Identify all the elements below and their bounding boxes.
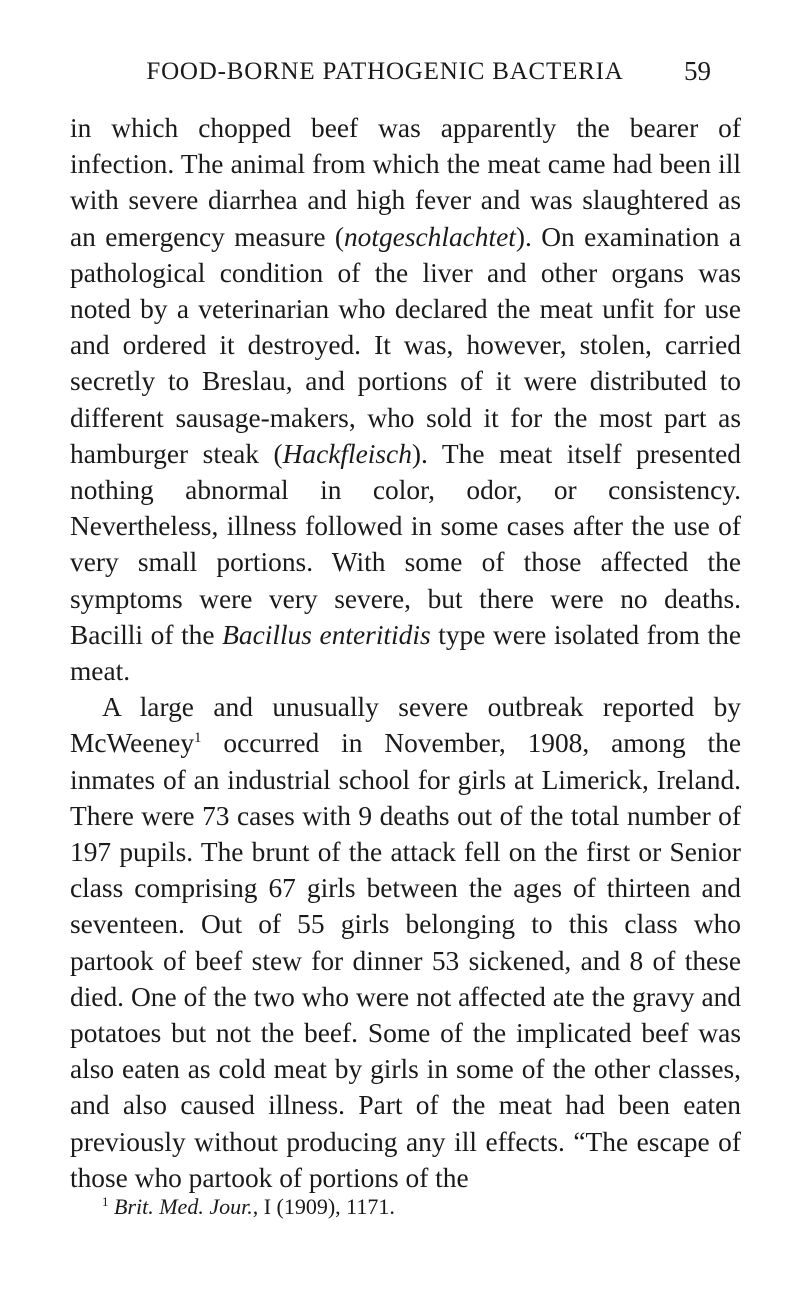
paragraph-2-text-a: A large and unusually severe outbreak reported by McWeeney [70,692,741,759]
footnote-reference: 1 [194,730,202,747]
paragraph-2 [70,689,741,1196]
footnote-citation: , I (1909), 1171. [252,1194,395,1219]
paragraph-1 [70,110,741,689]
paragraph-1-text-c: ). The meat itself presented nothing abnormal in color, odor, or consistency. Nevertheless, illness followed in some cases after the use of very small portions. With some of those affected the symptoms were very severe, but there were no deaths. Bacilli of the [70,438,741,650]
footnote [70,1193,741,1221]
running-head: FOOD-BORNE PATHOGENIC BACTERIA [146,58,624,85]
body-text [70,110,741,1196]
term-hackfleisch: Hackfleisch [282,438,412,469]
page-number: 59 [684,56,711,86]
footnote-marker: 1 [102,1194,109,1209]
paragraph-1-text-b: ). On examination a pathological condition of the liver and other organs was noted by a veterinarian who declared the meat unfit for use and ordered it destroyed. It was, however, stolen, carried secretly to Breslau, and portions of it were distributed to different sausage-makers, who sold it for the most part as hamburger steak ( [70,221,741,469]
paragraph-1-text-d: type were isolated from the meat. [70,619,741,687]
footnote-journal: Brit. Med. Jour. [114,1194,253,1219]
term-notgeschlachtet: notgeschlachtet [343,221,516,252]
paragraph-1-text-a: in which chopped beef was apparently the bearer of infection. The animal from which the meat came had been ill with severe diarrhea and high fever and was slaughtered as an emergency measure ( [70,113,741,252]
term-bacillus-enteritidis: Bacillus enteritidis [222,619,431,650]
paragraph-2-text-b: occurred in November, 1908, among the inmates of an industrial school for girls at Limerick, Ireland. There were 73 cases with 9 deaths out of the total number of 197 pupils. The brunt of the attack fell on the first or Senior class comprising 67 girls between the ages of thirteen and seventeen. Out of 55 girls belonging to this class who partook of beef stew for dinner 53 sickened, and 8 of these died. One of the two who were not affected ate the gravy and potatoes but not the beef. Some of the implicated beef was also eaten as cold meat by girls in some of the other classes, and also caused illness. Part of the meat had been eaten previously without producing any ill effects. “The escape of those who partook of portions of the [70,728,741,1193]
